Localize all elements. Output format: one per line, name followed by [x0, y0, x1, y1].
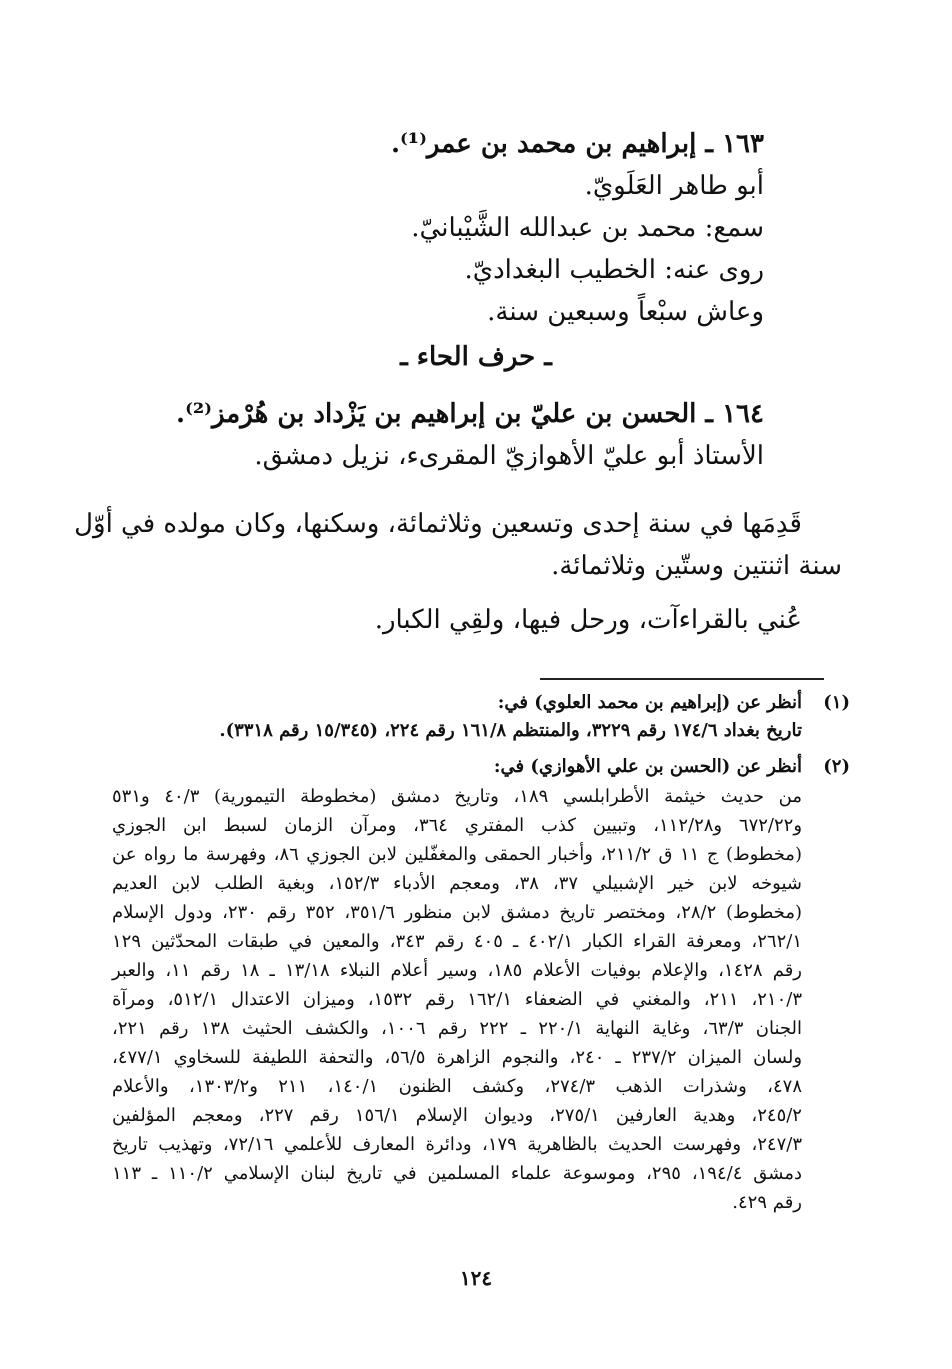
- footnote-rule: [540, 678, 824, 680]
- footnote-2-line: ٤٧٨، وشذرات الذهب ٢٧٤/٣، وكشف الظنون ١٤٠/١، ٢١١ و١٣٠٣/٢، والأعلام: [112, 1076, 802, 1097]
- footnote-2-line: الجنان ٦٣/٣، وغاية النهاية ٢٢٠/١ ـ ٢٢٢ رقم ١٠٠٦، والكشف الحثيث ١٣٨ رقم ٢٢١،: [112, 1018, 802, 1039]
- entry-163-kunya: أبو طاهر العَلَويّ.: [584, 171, 764, 201]
- entry-163-title: ١٦٣ ـ إبراهيم بن محمد بن عمر⁽¹⁾.: [391, 129, 764, 159]
- footnote-2-line: ٢٤٥/٢، وهدية العارفين ٢٧٥/١، وديوان الإسلام ١٥٦/١ رقم ٢٢٧، ومعجم المؤلفين: [112, 1105, 802, 1126]
- page-number: ١٢٤: [459, 1266, 493, 1290]
- footnote-2-line: رقم ١٤٢٨، والإعلام بوفيات الأعلام ١٨٥، وسير أعلام النبلاء ١٣/١٨ ـ ١٨ رقم ١١، والعبر: [112, 960, 802, 981]
- footnote-1-body: تاريخ بغداد ١٧٤/٦ رقم ٣٢٢٩، والمنتظم ١٦١/٨ رقم ٢٢٤، (١٥/٣٤٥ رقم ٣٣١٨).: [219, 720, 802, 741]
- footnote-2-heading: أنظر عن (الحسن بن علي الأهوازي) في:: [493, 756, 802, 777]
- entry-164-para1-line2: سنة اثنتين وستّين وثلاثمائة.: [551, 551, 842, 581]
- entry-163-lived: وعاش سبْعاً وسبعين سنة.: [487, 297, 764, 327]
- section-heading: ـ حرف الحاء ـ: [400, 342, 552, 372]
- footnote-2-line: و٦٧٢/٢٢ و١١٢/٢٨، وتبيين كذب المفتري ٣٦٤، ومرآن الزمان لسبط ابن الجوزي: [112, 815, 803, 836]
- entry-164-para2: عُني بالقراءآت، ورحل فيها، ولقِي الكبار.: [374, 605, 802, 635]
- entry-164-para1-line1: قَدِمَها في سنة إحدى وتسعين وثلاثمائة، وسكنها، وكان مولده في أوّل: [74, 509, 802, 539]
- entry-163-heard: سمع: محمد بن عبدالله الشَّيْبانيّ.: [411, 213, 764, 243]
- footnote-2-line: (مخطوط) ٢٨/٢، ومختصر تاريخ دمشق لابن منظور ٣٥١/٦، ٣٥٢ رقم ٢٣٠، ودول الإسلام: [112, 902, 802, 923]
- footnote-2-line: ٢٦٢/١، ومعرفة القراء الكبار ٤٠٢/١ ـ ٤٠٥ رقم ٣٤٣، والمعين في طبقات المحدّثين ١٢٩: [112, 931, 802, 952]
- footnote-2-line: (مخطوط) ج ١١ ق ٢١١/٢، وأخبار الحمقى والمغفّلين لابن الجوزي ٨٦، وفهرسة ما رواه عن: [112, 844, 802, 865]
- footnote-2-number: (٢): [823, 756, 850, 777]
- entry-163-narrated: روى عنه: الخطيب البغداديّ.: [464, 255, 764, 285]
- footnote-2-line: دمشق ١٩٤/٤، ٢٩٥، وموسوعة علماء المسلمين في تاريخ لبنان الإسلامي ١١٠/٢ ـ ١١٣: [112, 1163, 802, 1184]
- footnote-2-line: ٢١٠/٣، ٢١١، والمغني في الضعفاء ١٦٢/١ رقم ١٥٣٢، وميزان الاعتدال ٥١٢/١، ومرآة: [112, 989, 802, 1010]
- footnote-2-line: رقم ٤٢٩.: [732, 1192, 802, 1213]
- entry-164-desc: الأستاذ أبو عليّ الأهوازيّ المقرىء، نزيل دمشق.: [254, 441, 764, 471]
- footnote-2-line: ٢٤٧/٣، وفهرست الحديث بالظاهرية ١٧٩، ودائرة المعارف للأعلمي ٧٢/١٦، وتهذيب تاريخ: [112, 1134, 803, 1155]
- footnote-2-line: ولسان الميزان ٢٣٧/٢ ـ ٢٤٠، والنجوم الزاهرة ٥٦/٥، والتحفة اللطيفة للسخاوي ٤٧٧/١،: [112, 1047, 803, 1068]
- entry-164-title: ١٦٤ ـ الحسن بن عليّ بن إبراهيم بن يَزْداد بن هُرْمز⁽²⁾.: [176, 399, 764, 429]
- footnote-1-number: (١): [823, 692, 850, 713]
- footnote-2-line: من حديث خيثمة الأطرابلسي ١٨٩، وتاريخ دمشق (مخطوطة التيمورية) ٤٠/٣ و٥٣١: [112, 786, 802, 807]
- footnote-1-heading: أنظر عن (إبراهيم بن محمد العلوي) في:: [497, 692, 802, 713]
- footnote-2-line: شيوخه لابن خير الإشبيلي ٣٧، ٣٨، ومعجم الأدباء ١٥٢/٣، وبغية الطلب لابن العديم: [112, 873, 802, 894]
